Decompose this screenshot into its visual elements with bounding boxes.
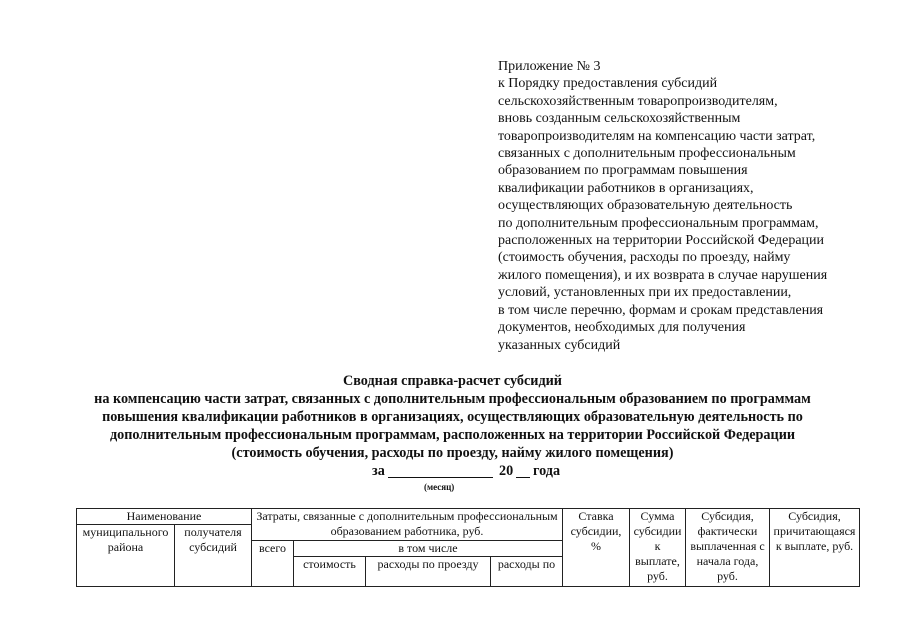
appendix-line: осуществляющих образовательную деятельность bbox=[498, 198, 793, 214]
year-blank bbox=[516, 477, 530, 478]
appendix-line: квалификации работников в организациях, bbox=[498, 180, 754, 196]
appendix-line: связанных с дополнительным профессиональным bbox=[498, 146, 796, 162]
appendix-line: указанных субсидий bbox=[498, 337, 621, 353]
appendix-line: сельскохозяйственным товаропроизводителям, bbox=[498, 93, 778, 109]
document-title bbox=[0, 372, 905, 462]
header-cost: стоимость bbox=[294, 557, 366, 587]
appendix-line: в том числе перечню, формам и срокам представления bbox=[498, 302, 824, 318]
header-amount: Сумма субсидии к выплате, руб. bbox=[630, 509, 686, 587]
appendix-note bbox=[498, 58, 888, 354]
title-line: (стоимость обучения, расходы по проезду, найму жилого помещения) bbox=[231, 445, 674, 461]
header-travel: расходы по проезду bbox=[366, 557, 491, 587]
period-suffix: года bbox=[533, 463, 561, 479]
title-line: повышения квалификации работников в организациях, осуществляющих образовательную деятельность по bbox=[102, 409, 803, 425]
header-recipient: получателя субсидий bbox=[175, 525, 252, 587]
period-prefix: за bbox=[372, 463, 385, 479]
header-paid: Субсидия, фактически выплаченная с начала года, руб. bbox=[686, 509, 770, 587]
header-total: всего bbox=[252, 541, 294, 587]
appendix-line: образованием по программам повышения bbox=[498, 163, 748, 179]
header-municipal-district: муниципального района bbox=[77, 525, 175, 587]
appendix-line: Приложение № 3 bbox=[498, 59, 601, 74]
year-prefix: 20 bbox=[499, 463, 514, 479]
month-blank bbox=[388, 477, 493, 478]
summary-table bbox=[76, 508, 860, 587]
header-housing: расходы по bbox=[491, 557, 563, 587]
header-due: Субсидия, причитающаяся к выплате, руб. bbox=[770, 509, 860, 587]
month-hint: (месяц) bbox=[424, 482, 455, 492]
appendix-line: товаропроизводителям на компенсацию части затрат, bbox=[498, 128, 816, 144]
appendix-line: вновь созданным сельскохозяйственным bbox=[498, 111, 741, 127]
appendix-line: (стоимость обучения, расходы по проезду, найму bbox=[498, 250, 791, 266]
appendix-line: жилого помещения), и их возврата в случае нарушения bbox=[498, 267, 828, 283]
header-rate: Ставка субсидии, % bbox=[563, 509, 630, 587]
header-including: в том числе bbox=[294, 541, 563, 557]
appendix-line: к Порядку предоставления субсидий bbox=[498, 76, 718, 92]
title-line: на компенсацию части затрат, связанных с дополнительным профессиональным образованием по программам bbox=[94, 391, 811, 407]
header-naming: Наименование bbox=[77, 509, 252, 525]
appendix-line: документов, необходимых для получения bbox=[498, 320, 746, 336]
appendix-line: по дополнительным профессиональным программам, bbox=[498, 215, 819, 231]
title-line: дополнительным профессиональным программам, расположенных на территории Российской Федерации bbox=[109, 427, 796, 443]
header-costs: Затраты, связанные с дополнительным профессиональным образованием работника, руб. bbox=[252, 509, 563, 541]
appendix-line: расположенных на территории Российской Федерации bbox=[498, 233, 825, 249]
title-heading: Сводная справка-расчет субсидий bbox=[343, 373, 562, 389]
appendix-line: условий, установленных при их предоставлении, bbox=[498, 285, 792, 301]
